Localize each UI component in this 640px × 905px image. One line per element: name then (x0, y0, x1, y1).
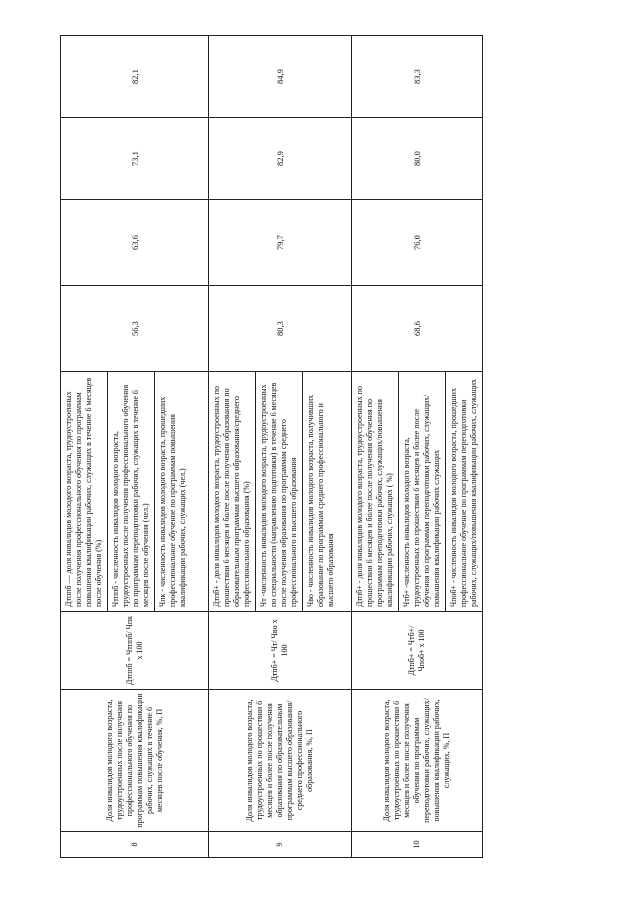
value-cell: 63,6 (61, 200, 209, 286)
value-cell: 56,3 (61, 286, 209, 372)
definition-item: Дтпб+ - доля инвалидов молодого возраста, трудоустроенных по прошествии 6 месяцев и более после получения образования по образовательным программам высшего образования/среднего профессионального образования (%) (209, 372, 256, 611)
indicator-name: Доля инвалидов молодого возраста, трудоустроенных по прошествии 6 месяцев и более после получения образования по образовательным программам высшего образования/среднего профессионального образования, %, П (209, 690, 352, 832)
row-number: 8 (61, 832, 209, 858)
value-cell: 76,0 (352, 200, 483, 286)
definitions-cell (61, 372, 209, 612)
definition-item: Чпк - численность инвалидов молодого возраста, прошедших профессиональное обучение по программам повышения квалификации рабочих, служащих (чел.) (158, 396, 187, 607)
table-row (61, 36, 209, 858)
value-cell: 84,9 (209, 36, 352, 118)
row-number: 9 (209, 832, 352, 858)
table-row (352, 36, 483, 858)
formula-cell: Дтпб+ = Чт/ Чво х 100 (209, 612, 352, 690)
indicator-name: Доля инвалидов молодого возраста, трудоустроенных по прошествии 6 месяцев и более после получения обучения по программам переподготовки рабочих, служащих/повышения квалификации рабочих, служащих, %, П (352, 690, 483, 832)
indicators-table (60, 35, 483, 858)
value-cell: 68,6 (352, 286, 483, 372)
formula-cell: Дтппб = Чтппб/ Чпк х 100 (61, 612, 209, 690)
value-cell: 83,3 (352, 36, 483, 118)
row-number: 10 (352, 832, 483, 858)
value-cell: 80,3 (209, 286, 352, 372)
table-row (209, 36, 352, 858)
definition-item: Дтпб+ - доля инвалидов молодого возраста, трудоустроенных по прошествии 6 месяцев и более после получения обучения по программам переподготовки рабочих, служащих/повышения квалификации рабочих, служащих ( %) (352, 372, 399, 611)
formula-cell: Дтпб+ = Чтб+/ Чпоб+ х 100 (352, 612, 483, 690)
definition-item: Чтб+ -численность инвалидов молодого возраста, трудоустроенных по прошествии 6 месяцев и более после обучения по программам переподготовки рабочих, служащих/повышения квалификации рабочих служащих (399, 372, 446, 611)
indicator-name: Доля инвалидов молодого возраста, трудоустроенных после получения профессионального обучения по программам повышения квалификации рабочих, служащих в течение 6 месяцев после обучения, %, П (61, 690, 209, 832)
definitions-cell (209, 372, 352, 612)
definition-item: Чпоб+ - численность инвалидов молодого возраста, прошедших профессиональное обучение по программам переподготовки рабочих, служащих/повышения квалификации рабочих, служащих (449, 378, 478, 607)
definitions-cell (352, 372, 483, 612)
definition-item: Чт -численность инвалидов молодого возраста, трудоустроенных по специальности (направлению подготовки) в течение 6 месяцев после получения образования по программам среднего профессионального и высшего образования (256, 372, 303, 611)
value-cell: 82,9 (209, 118, 352, 200)
definition-item: Чтппб - численность инвалидов молодого возраста, трудоустроенных после получения профессионального обучения по программам переподготовки рабочих, служащих в течение 6 месяцев после обучения (чел.) (108, 372, 155, 611)
value-cell: 80,0 (352, 118, 483, 200)
definition-item: Дтппб — доля инвалидов молодого возраста, трудоустроенных после получения профессионального обучения по программам повышения квалификации рабочих, служащих в течение 6 месяцев после обучения (%) (61, 372, 108, 611)
definition-item: Чво - численность инвалидов молодого возраста, получивших образование по программам среднего профессионального и высшего образования (306, 394, 335, 607)
value-cell: 73,1 (61, 118, 209, 200)
value-cell: 79,7 (209, 200, 352, 286)
value-cell: 82,1 (61, 36, 209, 118)
